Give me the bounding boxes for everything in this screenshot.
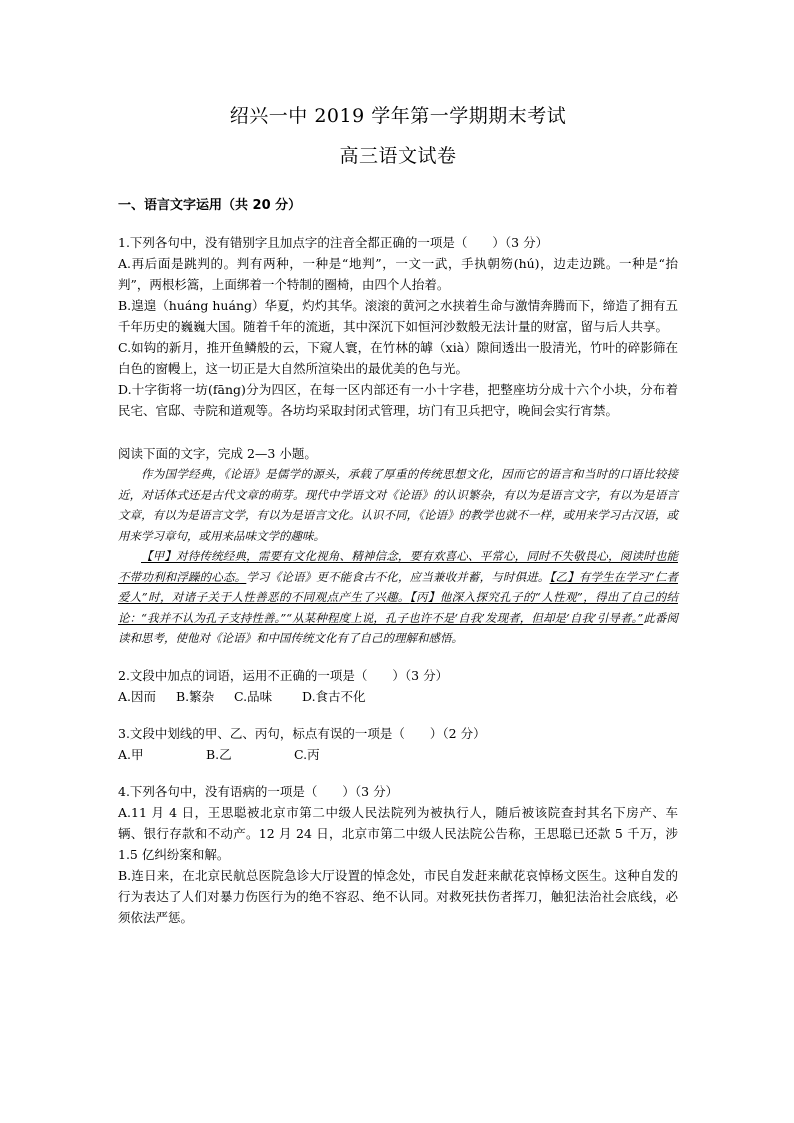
passage-paragraph-2	[118, 546, 678, 649]
section-heading: 一、语言文字运用（共 20 分）	[118, 198, 302, 213]
question-1-option-c: C.如钩的新月，推开鱼鳞般的云，下窥人寰，在竹林的罅（xià）隙间透出一股清光，竹叶的碎影筛在白色的窗幔上，这一切正是大自然所渲染出的最优美的色与光。	[118, 340, 678, 376]
question-3-option-a: A.甲	[118, 746, 144, 762]
question-1	[118, 232, 678, 421]
exam-page	[118, 100, 678, 928]
question-2-options	[118, 686, 678, 707]
question-4-option-a: A.11 月 4 日，王思聪被北京市第二中级人民法院列为被执行人，随后被该院查封其名下房产、车辆、银行存款和不动产。12 月 24 日，北京市第二中级人民法院公告称，王思聪已还款 5 千万，涉 1.5 亿纠纷案和解。	[118, 804, 678, 862]
question-3-stem: 3.文段中划线的甲、乙、丙句，标点有误的一项是（ ）（2 分）	[118, 725, 486, 741]
underlined-sentence-yi: 【乙】有学生在学习“仁者爱人”时，对诸子关于人性善恶的不同观点产生了兴趣。	[118, 569, 679, 604]
question-2-stem: 2.文段中加点的词语，运用不正确的一项是（ ）（3 分）	[118, 667, 449, 683]
question-2-option-b: B.繁杂	[176, 688, 215, 704]
question-1-option-d: D.十字街将一坊(fāng)分为四区，在每一区内部还有一小十字巷，把整座坊分成十六个小块，分布着民宅、官邸、寺院和道观等。各坊均采取封闭式管理，坊门有卫兵把守，晚间会实行宵禁。	[118, 382, 678, 418]
question-2-option-c: C.品味	[234, 688, 273, 704]
question-4	[118, 781, 678, 928]
question-1-stem: 1.下列各句中，没有错别字且加点字的注音全都正确的一项是（ ）（3 分）	[118, 235, 549, 250]
question-4-option-b: B.连日来，在北京民航总医院急诊大厅设置的悼念处，市民自发赶来献花哀悼杨文医生。这种自发的行为表达了人们对暴力伤医行为的绝不容忍、绝不认同。对救死扶伤者挥刀，触犯法治社会底线，必须依法严惩。	[118, 867, 678, 925]
reading-section	[118, 443, 678, 649]
question-2-option-d: D.食古不化	[302, 688, 366, 704]
exam-subtitle: 高三语文试卷	[339, 145, 457, 167]
underlined-sentence-jia: 【甲】对待传统经典，需要有文化视角、精神信念，要有欢喜心、平常心，同时不失敬畏心，阅读时也能不带功利和浮躁的心态。	[118, 549, 678, 584]
question-3-option-c: C.丙	[294, 746, 320, 762]
exam-title: 绍兴一中 2019 学年第一学期期末考试	[229, 105, 567, 127]
passage-middle-sentence: 学习《论语》更不能食古不化，应当兼收并蓄，与时俱进。	[246, 569, 550, 584]
question-1-option-b: B.遑遑（huáng huáng）华夏，灼灼其华。滚滚的黄河之水挟着生命与激情奔腾而下，缔造了拥有五千年历史的巍巍大国。随着千年的流逝，其中深沉下如恒河沙数般无法计量的财富，留与后人共享。	[118, 298, 678, 334]
question-3-options	[118, 744, 678, 765]
question-2-option-a: A.因而	[118, 688, 157, 704]
question-2	[118, 665, 678, 707]
underlined-sentence-bing: 【丙】他深入探究孔子的“人性观”，得出了自己的结论：“我并不认为孔子支持性善。”“从某种程度上说，孔子也许不是‘自我’发现者，但却是‘自我’引导者。”	[118, 590, 678, 625]
question-4-stem: 4.下列各句中，没有语病的一项是（ ）（3 分）	[118, 783, 399, 799]
passage-end-sentence: 此番阅读和思考，使他对《论语》和中国传统文化有了自己的理解和感悟。	[118, 610, 679, 645]
passage-paragraph-1: 作为国学经典，《论语》是儒学的源头，承载了厚重的传统思想文化，因而它的语言和当时的口语比较接近，对话体式还是古代文章的萌芽。现代中学语文对《论语》的认识繁杂，有以为是语言文字，有以为是语言文章，有以为是语言文学，有以为是语言文化。认识不同，《论语》的教学也就不一样，或用来学习古汉语，或用来学习章句，或用来品味文学的趣味。	[118, 467, 678, 543]
question-1-option-a: A.再后面是跳判的。判有两种，一种是“地判”，一文一武，手执朝笏(hú)，边走边跳。一种是“抬判”，两根杉篙，上面绑着一个特制的圈椅，由四个人抬着。	[118, 256, 678, 292]
question-3-option-b: B.乙	[206, 746, 232, 762]
question-3	[118, 723, 678, 765]
reading-intro: 阅读下面的文字，完成 2—3 小题。	[118, 446, 317, 461]
